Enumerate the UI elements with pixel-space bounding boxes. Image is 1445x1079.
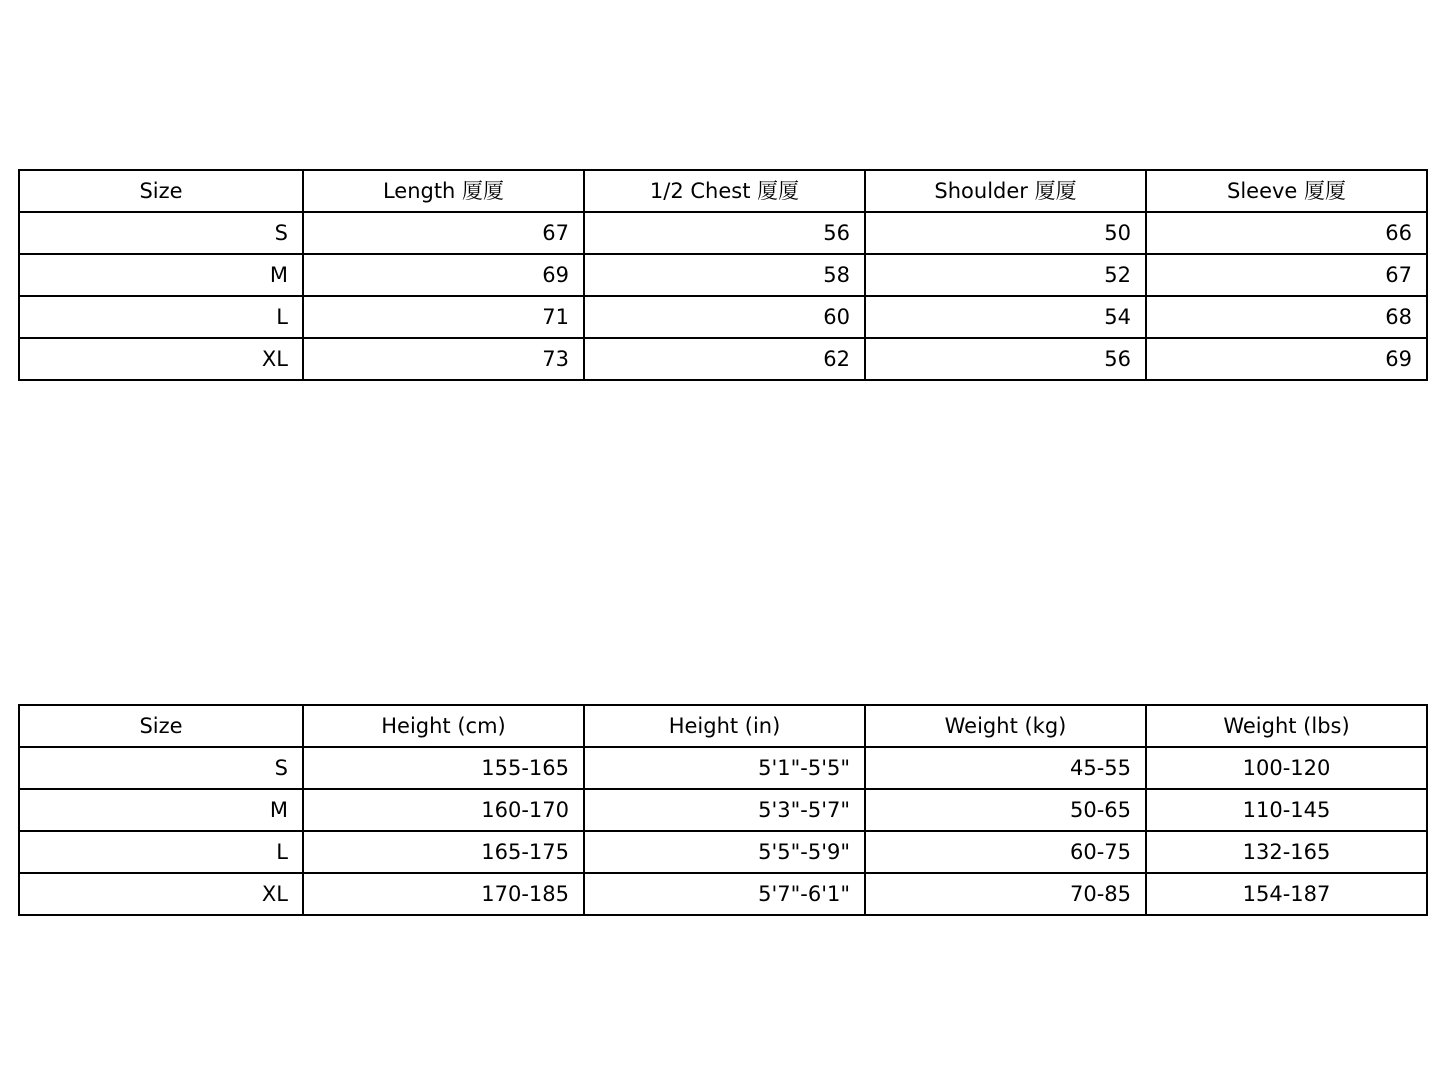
cell-size: M: [19, 789, 303, 831]
cell-weight-kg: 50-65: [865, 789, 1146, 831]
cell-length: 67: [303, 212, 584, 254]
cell-sleeve: 67: [1146, 254, 1427, 296]
cell-half-chest: 58: [584, 254, 865, 296]
table-header-row: [19, 170, 1427, 212]
cell-sleeve: 66: [1146, 212, 1427, 254]
cell-weight-kg: 70-85: [865, 873, 1146, 915]
garment-measurements-table: [18, 169, 1428, 381]
column-header-half-chest: 1/2 Chest 厦厦: [584, 170, 865, 212]
cell-height-cm: 155-165: [303, 747, 584, 789]
cell-size: S: [19, 747, 303, 789]
cell-half-chest: 56: [584, 212, 865, 254]
cell-length: 73: [303, 338, 584, 380]
table-row: [19, 296, 1427, 338]
table-row: [19, 873, 1427, 915]
cell-length: 69: [303, 254, 584, 296]
cell-height-in: 5'3"-5'7": [584, 789, 865, 831]
column-header-height-cm: Height (cm): [303, 705, 584, 747]
column-header-weight-lbs: Weight (lbs): [1146, 705, 1427, 747]
column-header-size: Size: [19, 705, 303, 747]
column-header-length: Length 厦厦: [303, 170, 584, 212]
cell-size: L: [19, 296, 303, 338]
cell-shoulder: 52: [865, 254, 1146, 296]
cell-size: M: [19, 254, 303, 296]
column-header-sleeve: Sleeve 厦厦: [1146, 170, 1427, 212]
cell-weight-kg: 60-75: [865, 831, 1146, 873]
body-size-table: [18, 704, 1428, 916]
cell-height-cm: 170-185: [303, 873, 584, 915]
cell-height-in: 5'5"-5'9": [584, 831, 865, 873]
cell-weight-lbs: 110-145: [1146, 789, 1427, 831]
table-row: [19, 831, 1427, 873]
cell-weight-kg: 45-55: [865, 747, 1146, 789]
column-header-size: Size: [19, 170, 303, 212]
cell-half-chest: 62: [584, 338, 865, 380]
cell-shoulder: 54: [865, 296, 1146, 338]
cell-weight-lbs: 132-165: [1146, 831, 1427, 873]
table-row: [19, 254, 1427, 296]
cell-height-in: 5'7"-6'1": [584, 873, 865, 915]
column-header-shoulder: Shoulder 厦厦: [865, 170, 1146, 212]
table-row: [19, 212, 1427, 254]
cell-size: XL: [19, 873, 303, 915]
column-header-weight-kg: Weight (kg): [865, 705, 1146, 747]
cell-shoulder: 50: [865, 212, 1146, 254]
cell-size: S: [19, 212, 303, 254]
cell-weight-lbs: 100-120: [1146, 747, 1427, 789]
cell-weight-lbs: 154-187: [1146, 873, 1427, 915]
cell-sleeve: 68: [1146, 296, 1427, 338]
cell-size: L: [19, 831, 303, 873]
cell-height-in: 5'1"-5'5": [584, 747, 865, 789]
table-row: [19, 338, 1427, 380]
column-header-height-in: Height (in): [584, 705, 865, 747]
table-header-row: [19, 705, 1427, 747]
cell-half-chest: 60: [584, 296, 865, 338]
cell-length: 71: [303, 296, 584, 338]
cell-height-cm: 165-175: [303, 831, 584, 873]
cell-shoulder: 56: [865, 338, 1146, 380]
cell-sleeve: 69: [1146, 338, 1427, 380]
table-row: [19, 789, 1427, 831]
table-row: [19, 747, 1427, 789]
cell-size: XL: [19, 338, 303, 380]
cell-height-cm: 160-170: [303, 789, 584, 831]
